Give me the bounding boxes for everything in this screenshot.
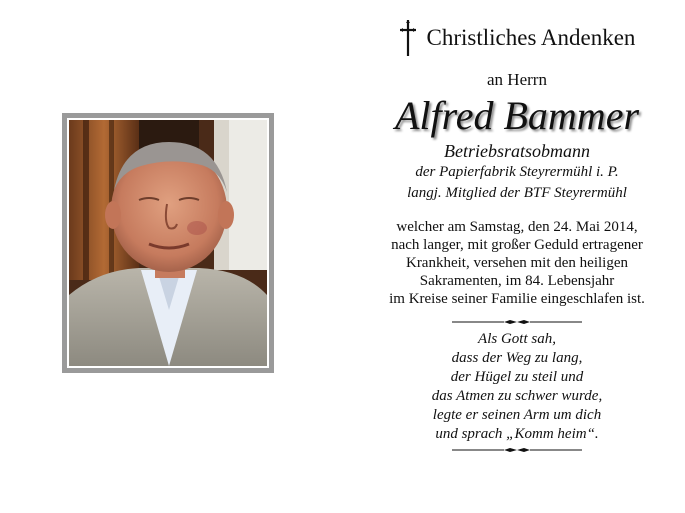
- announcement-line: welcher am Samstag, den 24. Mai 2014,: [396, 219, 638, 235]
- poem-line: der Hügel zu steil und: [450, 369, 584, 385]
- poem-line: und sprach „Komm heim“.: [435, 426, 599, 442]
- poem-line: legte er seinen Arm um dich: [432, 407, 602, 423]
- poem-line: dass der Weg zu lang,: [451, 350, 583, 366]
- title-row: [375, 18, 659, 58]
- portrait-mat: [67, 118, 269, 368]
- ornament-divider-bottom: [452, 446, 582, 454]
- deceased-name: Alfred Bammer: [394, 93, 640, 138]
- deceased-position: Betriebsratsobmann: [444, 141, 590, 161]
- portrait-frame: [62, 113, 274, 373]
- poem-line: das Atmen zu schwer wurde,: [431, 388, 603, 404]
- announcement-line: nach langer, mit großer Geduld ertragener: [391, 237, 643, 253]
- announcement-line: Sakramenten, im 84. Lebensjahr: [419, 273, 615, 289]
- cross-icon: [399, 19, 417, 57]
- affiliation-line: der Papierfabrik Steyrermühl i. P.: [415, 164, 619, 180]
- announcement-line: im Kreise seiner Familie eingeschlafen ist.: [389, 291, 645, 307]
- card-title: Christliches Andenken: [426, 25, 636, 50]
- obituary-text: [375, 18, 659, 454]
- portrait-photo: [69, 120, 267, 366]
- poem: [375, 330, 659, 444]
- salutation: an Herrn: [487, 70, 547, 89]
- ornament-divider-top: [452, 318, 582, 326]
- portrait-illustration: [69, 120, 267, 366]
- announcement-text: [375, 218, 659, 308]
- poem-line: Als Gott sah,: [478, 331, 556, 347]
- announcement-line: Krankheit, versehen mit den heiligen: [405, 255, 628, 271]
- membership-line: langj. Mitglied der BTF Steyrermühl: [407, 185, 627, 201]
